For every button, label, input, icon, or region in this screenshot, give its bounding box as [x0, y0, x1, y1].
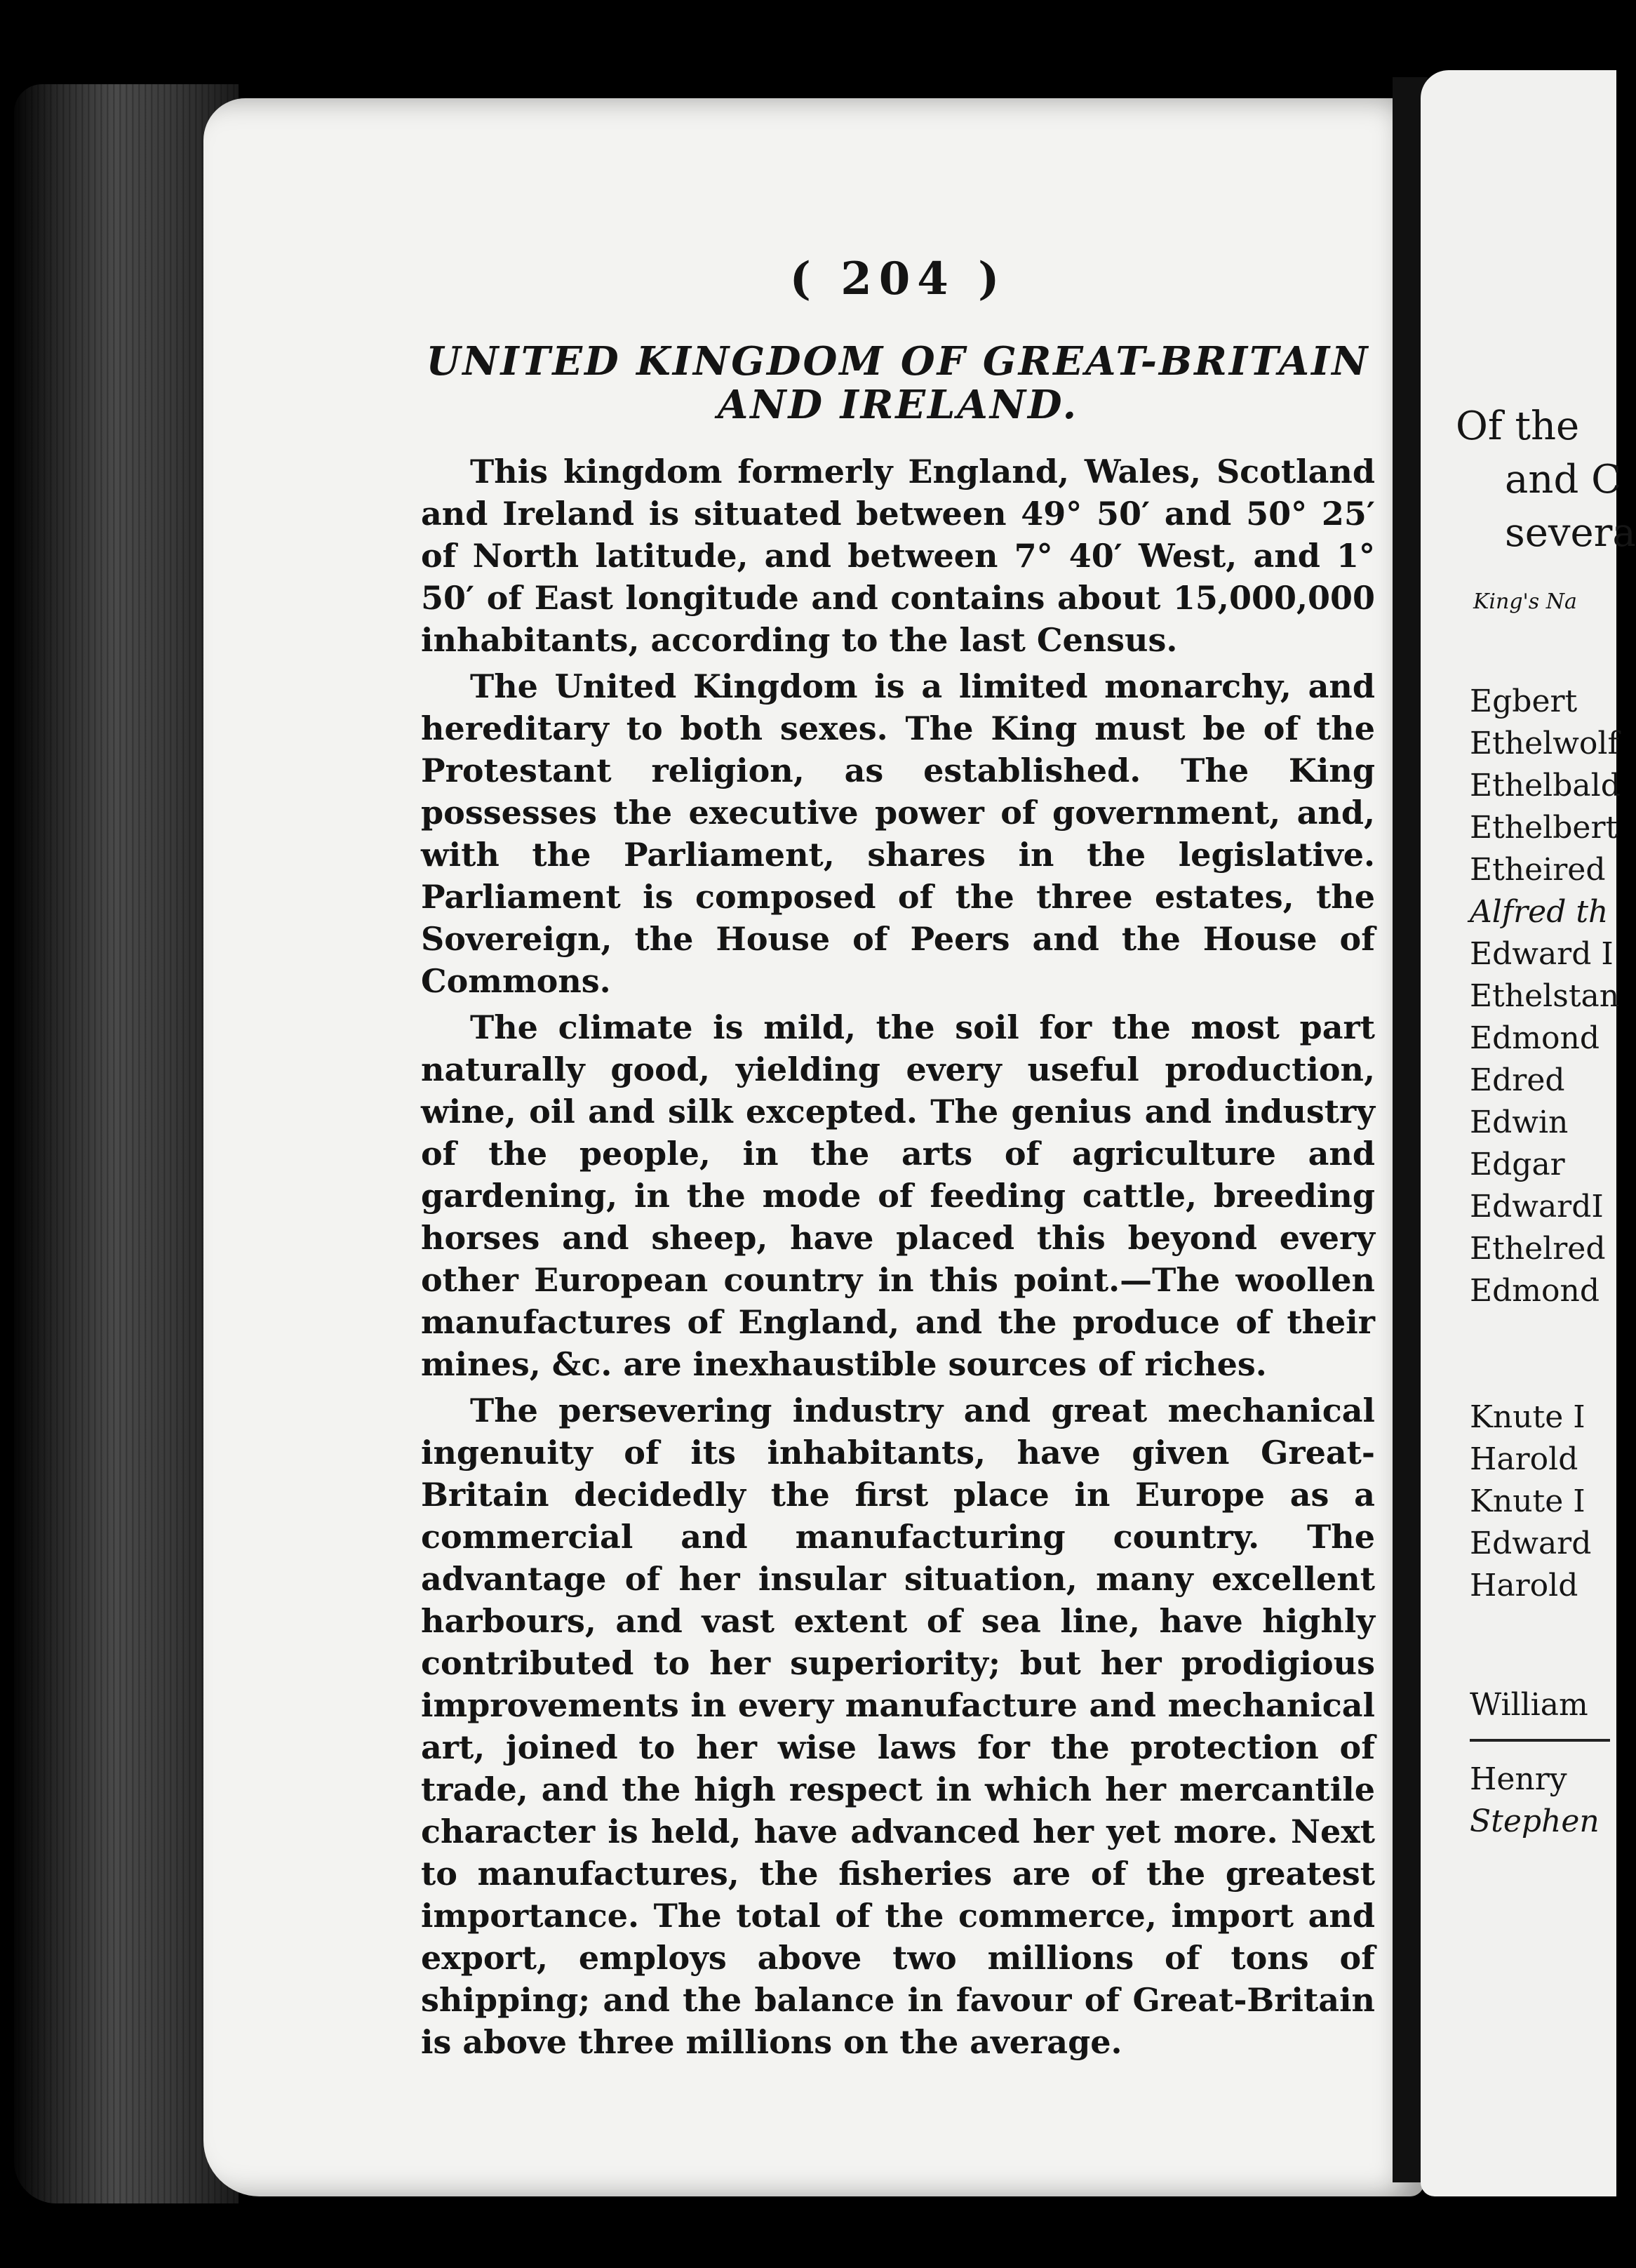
list-item: Edward I	[1470, 936, 1614, 972]
paragraph-3: The climate is mild, the soil for the most part naturally good, yielding every useful production, wine, oil and silk excepted. The genius and industry of the people, in the arts of agriculture and gardening, in the mode of feeding cattle, breeding horses and sheep, have placed this beyond every other European country in this point.—The woollen manufactures of England, and the produce of their mines, &c. are inexhaustible sources of riches.	[421, 1008, 1375, 1384]
list-item: Harold	[1470, 1568, 1578, 1603]
list-item: Etheired	[1470, 852, 1606, 888]
page-number: ( 204 )	[789, 253, 1007, 305]
list-item: William	[1470, 1687, 1588, 1723]
list-item: Edward	[1470, 1526, 1592, 1561]
list-item: Edgar	[1470, 1147, 1565, 1182]
list-item: Harold	[1470, 1441, 1578, 1477]
list-item: Knute I	[1470, 1399, 1585, 1435]
page-heading-line2: AND IRELAND.	[717, 381, 1079, 428]
list-item: Henry	[1470, 1761, 1567, 1797]
paragraph-1: This kingdom formerly England, Wales, Scotland and Ireland is situated between 49° 50′ and 50° 25′ of North latitude, and between 7° 40′ West, and 1° 50′ of East longitude and contains about 15,000,000 inhabitants, according to the last Census.	[421, 453, 1375, 660]
right-page-title	[1456, 400, 1636, 560]
list-item: Ethelbert	[1470, 810, 1618, 846]
right-title-line3: severa	[1505, 510, 1636, 556]
left-page-text	[421, 253, 1375, 2067]
list-item: Alfred th	[1470, 894, 1609, 930]
list-item: Edmond	[1470, 1020, 1600, 1056]
list-item: Stephen	[1470, 1803, 1600, 1839]
right-title-line1: Of the	[1456, 403, 1580, 449]
list-divider	[1470, 1739, 1610, 1742]
list-spacer	[1470, 1312, 1621, 1396]
list-spacer	[1470, 1607, 1621, 1684]
right-page-subhead: King's Na	[1473, 589, 1577, 614]
list-item: Knute I	[1470, 1483, 1585, 1519]
paragraph-2: The United Kingdom is a limited monarchy, and hereditary to both sexes. The King must be of the Protestant religion, as established. The King possesses the executive power of government, and, with the Parliament, shares in the legislative. Parliament is composed of the three estates, the Sovereign, the House of Peers and the House of Commons.	[421, 667, 1375, 1001]
list-item: Edwin	[1470, 1105, 1569, 1140]
list-item: Ethelbald	[1470, 768, 1621, 803]
kings-name-list	[1470, 681, 1621, 1843]
list-item: Egbert	[1470, 683, 1578, 719]
list-item: Edmond	[1470, 1273, 1600, 1309]
list-item: EdwardI	[1470, 1189, 1604, 1225]
list-item: Edred	[1470, 1062, 1565, 1098]
page-heading-line1: UNITED KINGDOM OF GREAT-BRITAIN	[426, 338, 1370, 385]
list-item: Ethelwolf	[1470, 726, 1619, 761]
paragraph-4: The persevering industry and great mechanical ingenuity of its inhabitants, have given Great-Britain decidedly the first place in Europe as a commercial and manufacturing country. The advantage of her insular situation, many excellent harbours, and vast extent of sea line, have highly contributed to her superiority; but her prodigious improvements in every manufacture and mechanical art, joined to her wise laws for the protection of trade, and the high respect in which her mercantile character is held, have advanced her yet more. Next to manufactures, the fisheries are of the greatest importance. The total of the commerce, import and export, employs above two millions of tons of shipping; and the balance in favour of Great-Britain is above three millions on the average.	[421, 1392, 1375, 2062]
right-title-line2: and C	[1505, 457, 1621, 502]
list-item: Ethelstan	[1470, 978, 1620, 1014]
list-item: Ethelred	[1470, 1231, 1606, 1267]
